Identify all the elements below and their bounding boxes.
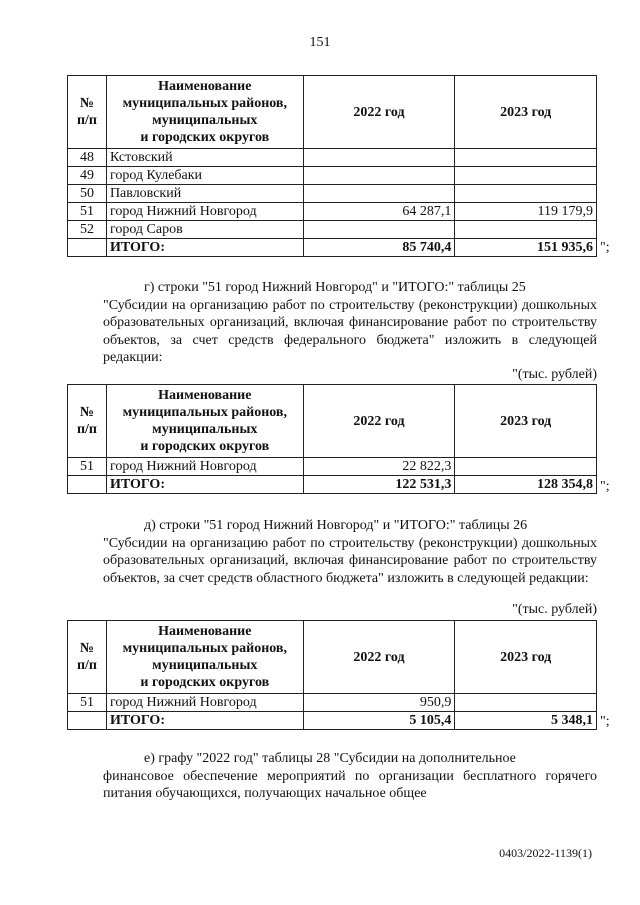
header-num: № п/п <box>68 76 107 149</box>
closing-quote: "; <box>600 240 610 255</box>
paragraph-e: е) графу "2022 год" таблицы 28 "Субсидии на дополнительное финансовое обеспечение мероприятий по организации бесплатного горячего питания обучающихся, получающих начальное общее <box>103 751 597 801</box>
subsidy-table-3 <box>67 620 597 730</box>
header-num: № п/п <box>68 621 107 694</box>
header-2022: 2022 год <box>303 385 455 458</box>
unit-label: "(тыс. рублей) <box>512 602 597 617</box>
header-2023: 2023 год <box>455 621 597 694</box>
header-2023: 2023 год <box>455 385 597 458</box>
header-2023: 2023 год <box>455 76 597 149</box>
header-name: Наименование муниципальных районов, муниципальных и городских округов <box>106 385 303 458</box>
paragraph-g: г) строки "51 город Нижний Новгород" и "ИТОГО:" таблицы 25 "Субсидии на организацию работ по строительству (реконструкции) дошкольных образовательных организаций, включая финансирование работ по строительству объектов, за счет средств федерального бюджета" изложить в следующей редакции: <box>103 280 597 365</box>
table-row: 51 город Нижний Новгород 64 287,1 119 179,9 <box>68 203 597 221</box>
document-code: 0403/2022-1139(1) <box>499 846 592 860</box>
subsidy-table-2 <box>67 384 597 494</box>
table-row: 51 город Нижний Новгород 22 822,3 <box>68 458 597 476</box>
header-num: № п/п <box>68 385 107 458</box>
header-2022: 2022 год <box>303 76 455 149</box>
closing-quote: "; <box>600 714 610 729</box>
total-row: ИТОГО: 5 105,4 5 348,1 <box>68 712 597 730</box>
table-row: 50 Павловский <box>68 185 597 203</box>
table-row: 51 город Нижний Новгород 950,9 <box>68 694 597 712</box>
header-2022: 2022 год <box>303 621 455 694</box>
total-row: ИТОГО: 122 531,3 128 354,8 <box>68 476 597 494</box>
table-row: 52 город Саров <box>68 221 597 239</box>
table-row: 48 Кстовский <box>68 149 597 167</box>
unit-label: "(тыс. рублей) <box>512 367 597 382</box>
total-row: ИТОГО: 85 740,4 151 935,6 <box>68 239 597 257</box>
closing-quote: "; <box>600 479 610 494</box>
page-number: 151 <box>309 35 331 50</box>
table-row: 49 город Кулебаки <box>68 167 597 185</box>
paragraph-d: д) строки "51 город Нижний Новгород" и "ИТОГО:" таблицы 26 "Субсидии на организацию работ по строительству (реконструкции) дошкольных образовательных организаций, включая финансирование работ по строительству объектов, за счет средств областного бюджета" изложить в следующей редакции: <box>103 518 597 586</box>
header-name: Наименование муниципальных районов, муниципальных и городских округов <box>106 621 303 694</box>
header-name: Наименование муниципальных районов, муниципальных и городских округов <box>106 76 303 149</box>
subsidy-table-1 <box>67 75 597 257</box>
